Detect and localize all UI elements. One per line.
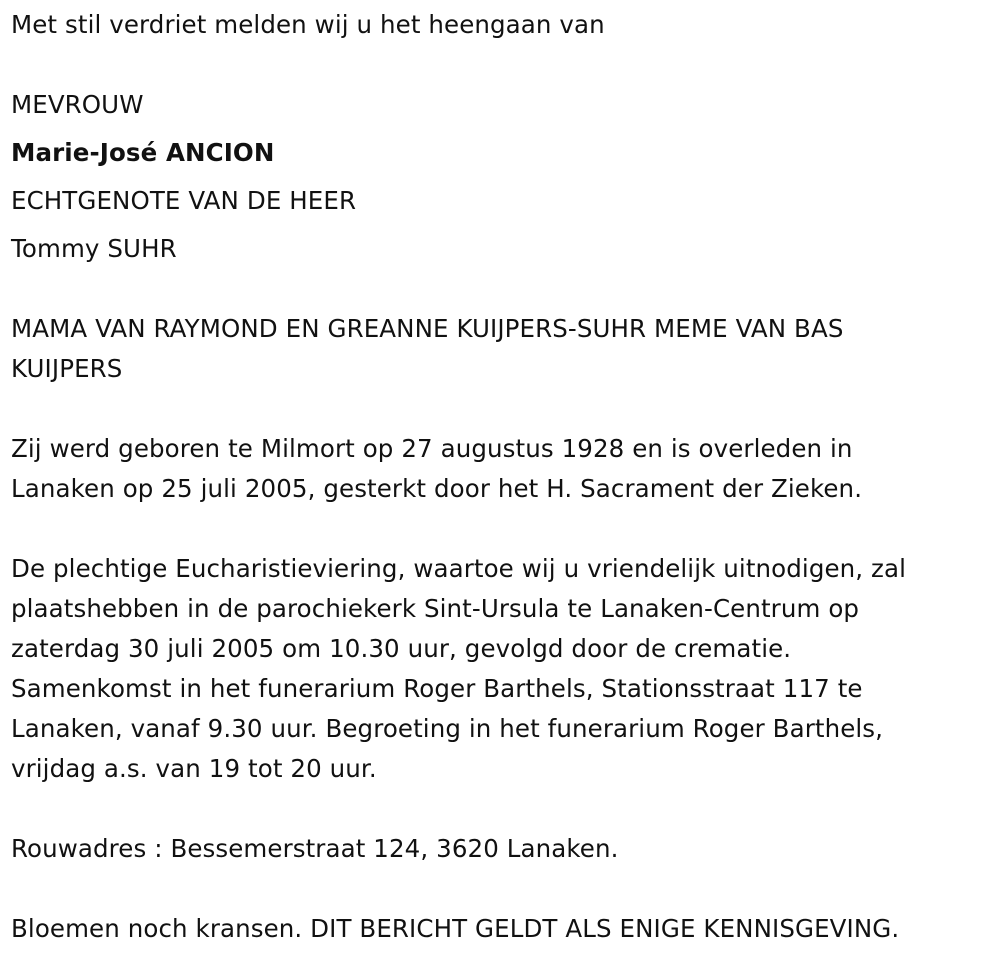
ceremony-line: Lanaken, vanaf 9.30 uur. Begroeting in het funerarium Roger Barthels,	[11, 714, 884, 743]
ceremony-line: zaterdag 30 juli 2005 om 10.30 uur, gevolgd door de crematie.	[11, 634, 792, 663]
ceremony-line: plaatshebben in de parochiekerk Sint-Ursula te Lanaken-Centrum op	[11, 594, 860, 623]
spouse-name: Tommy SUHR	[11, 234, 177, 263]
mourning-address: Rouwadres : Bessemerstraat 124, 3620 Lanaken.	[11, 834, 619, 863]
intro-text: Met stil verdriet melden wij u het heengaan van	[11, 10, 605, 39]
deceased-name: Marie-José ANCION	[11, 138, 275, 167]
ceremony-line: De plechtige Eucharistieviering, waartoe wij u vriendelijk uitnodigen, zal	[11, 554, 907, 583]
family-line: KUIJPERS	[11, 354, 123, 383]
ceremony-line: Samenkomst in het funerarium Roger Barthels, Stationsstraat 117 te	[11, 674, 863, 703]
closing-text: Bloemen noch kransen. DIT BERICHT GELDT ALS ENIGE KENNISGEVING.	[11, 914, 900, 943]
ceremony-line: vrijdag a.s. van 19 tot 20 uur.	[11, 754, 377, 783]
title-text: MEVROUW	[11, 90, 144, 119]
family-line: MAMA VAN RAYMOND EN GREANNE KUIJPERS-SUHR MEME VAN BAS	[11, 314, 844, 343]
spouse-label: ECHTGENOTE VAN DE HEER	[11, 186, 357, 215]
birth-death-line: Zij werd geboren te Milmort op 27 augustus 1928 en is overleden in	[11, 434, 853, 463]
birth-death-line: Lanaken op 25 juli 2005, gesterkt door het H. Sacrament der Zieken.	[11, 474, 863, 503]
